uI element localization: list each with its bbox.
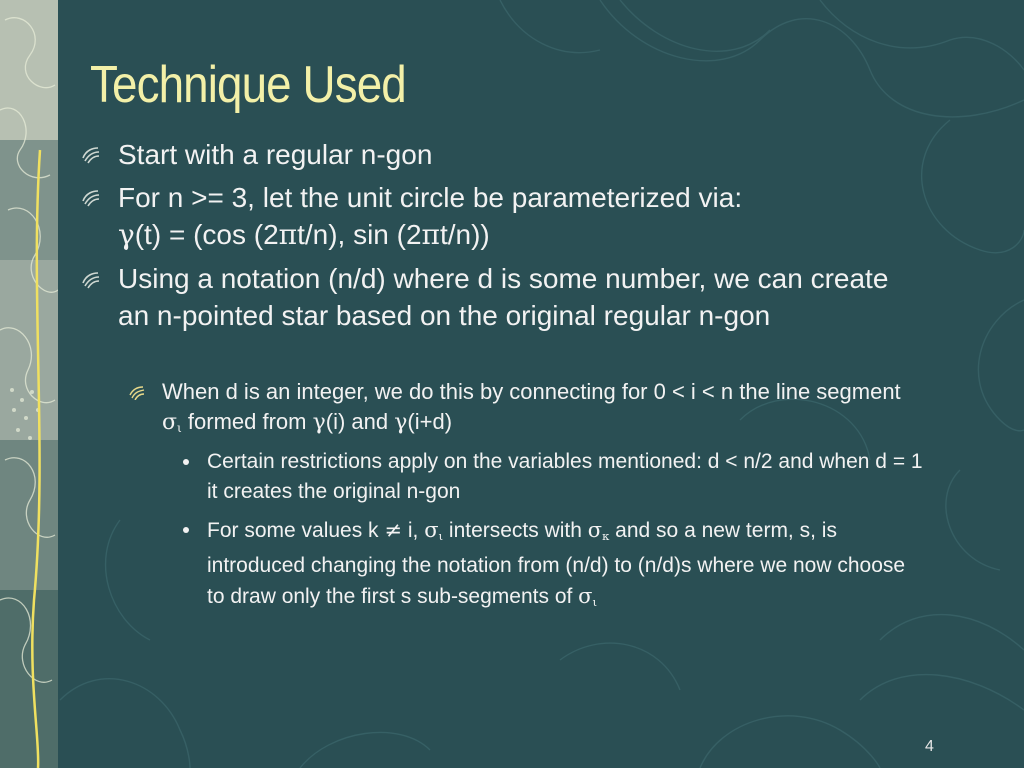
third-level-text: Certain restrictions apply on the variables mentioned: d < n/2 and when d = 1 it creates the original n-gon	[207, 450, 923, 503]
iota-subscript: ι	[177, 421, 182, 436]
third-level-text: i,	[402, 519, 425, 542]
third-level-text: For some values k	[207, 519, 385, 542]
third-level-text: and so a new term, s, is introduced changing the notation from (n/d) to (n/d)s where we now choose to draw only the first s sub-segments of	[207, 519, 906, 608]
third-level-item	[207, 447, 927, 507]
formula-text: t/n))	[439, 219, 490, 250]
bullet-item	[118, 260, 908, 334]
pi-symbol: π	[421, 218, 440, 251]
iota-subscript: ι	[592, 594, 598, 609]
sigma-symbol: σ	[424, 518, 439, 542]
bullet-item	[118, 179, 908, 253]
formula-text: t/n), sin (2	[297, 219, 422, 250]
dot-bullet-icon	[183, 527, 189, 533]
swirl-bullet-icon	[80, 269, 102, 289]
swirl-bullet-icon	[80, 144, 102, 164]
sub-bullet-text: (i+d)	[407, 409, 453, 434]
bullet-text: For n >= 3, let the unit circle be parameterized via:	[118, 182, 743, 213]
slide-title: Technique Used	[90, 56, 406, 114]
formula-line	[118, 216, 908, 253]
pi-symbol: π	[278, 218, 298, 251]
formula-text: (t) = (cos (2	[134, 219, 279, 250]
bullet-text: Using a notation (n/d) where d is some number, we can create an n-pointed star based on the original regular n-gon	[118, 263, 889, 331]
sub-bullet-text: (i) and	[325, 409, 395, 434]
left-decorative-strip	[0, 0, 58, 768]
gamma-symbol: γ	[394, 410, 408, 435]
page-number: 4	[925, 738, 934, 755]
kappa-subscript: κ	[602, 528, 610, 543]
gamma-symbol: γ	[118, 218, 135, 251]
not-equal-symbol: ≠	[384, 518, 403, 542]
third-level-text: intersects with	[443, 519, 588, 542]
bullet-item	[118, 136, 908, 173]
sigma-symbol: σ	[578, 583, 593, 608]
swirl-bullet-icon	[128, 384, 146, 400]
sub-bullet-text: When d is an integer, we do this by connecting for 0 < i < n the line segment	[162, 379, 901, 404]
sub-bullet-item	[162, 377, 922, 443]
iota-subscript: ι	[438, 528, 444, 543]
swirl-bullet-icon	[80, 187, 102, 207]
sigma-symbol: σ	[162, 410, 178, 435]
gamma-symbol: γ	[312, 410, 326, 435]
sub-bullet-text: formed from	[181, 409, 313, 434]
sigma-symbol: σ	[587, 518, 603, 542]
bullet-text: Start with a regular n-gon	[118, 139, 433, 170]
dot-bullet-icon	[183, 459, 189, 465]
third-level-item	[207, 515, 927, 617]
